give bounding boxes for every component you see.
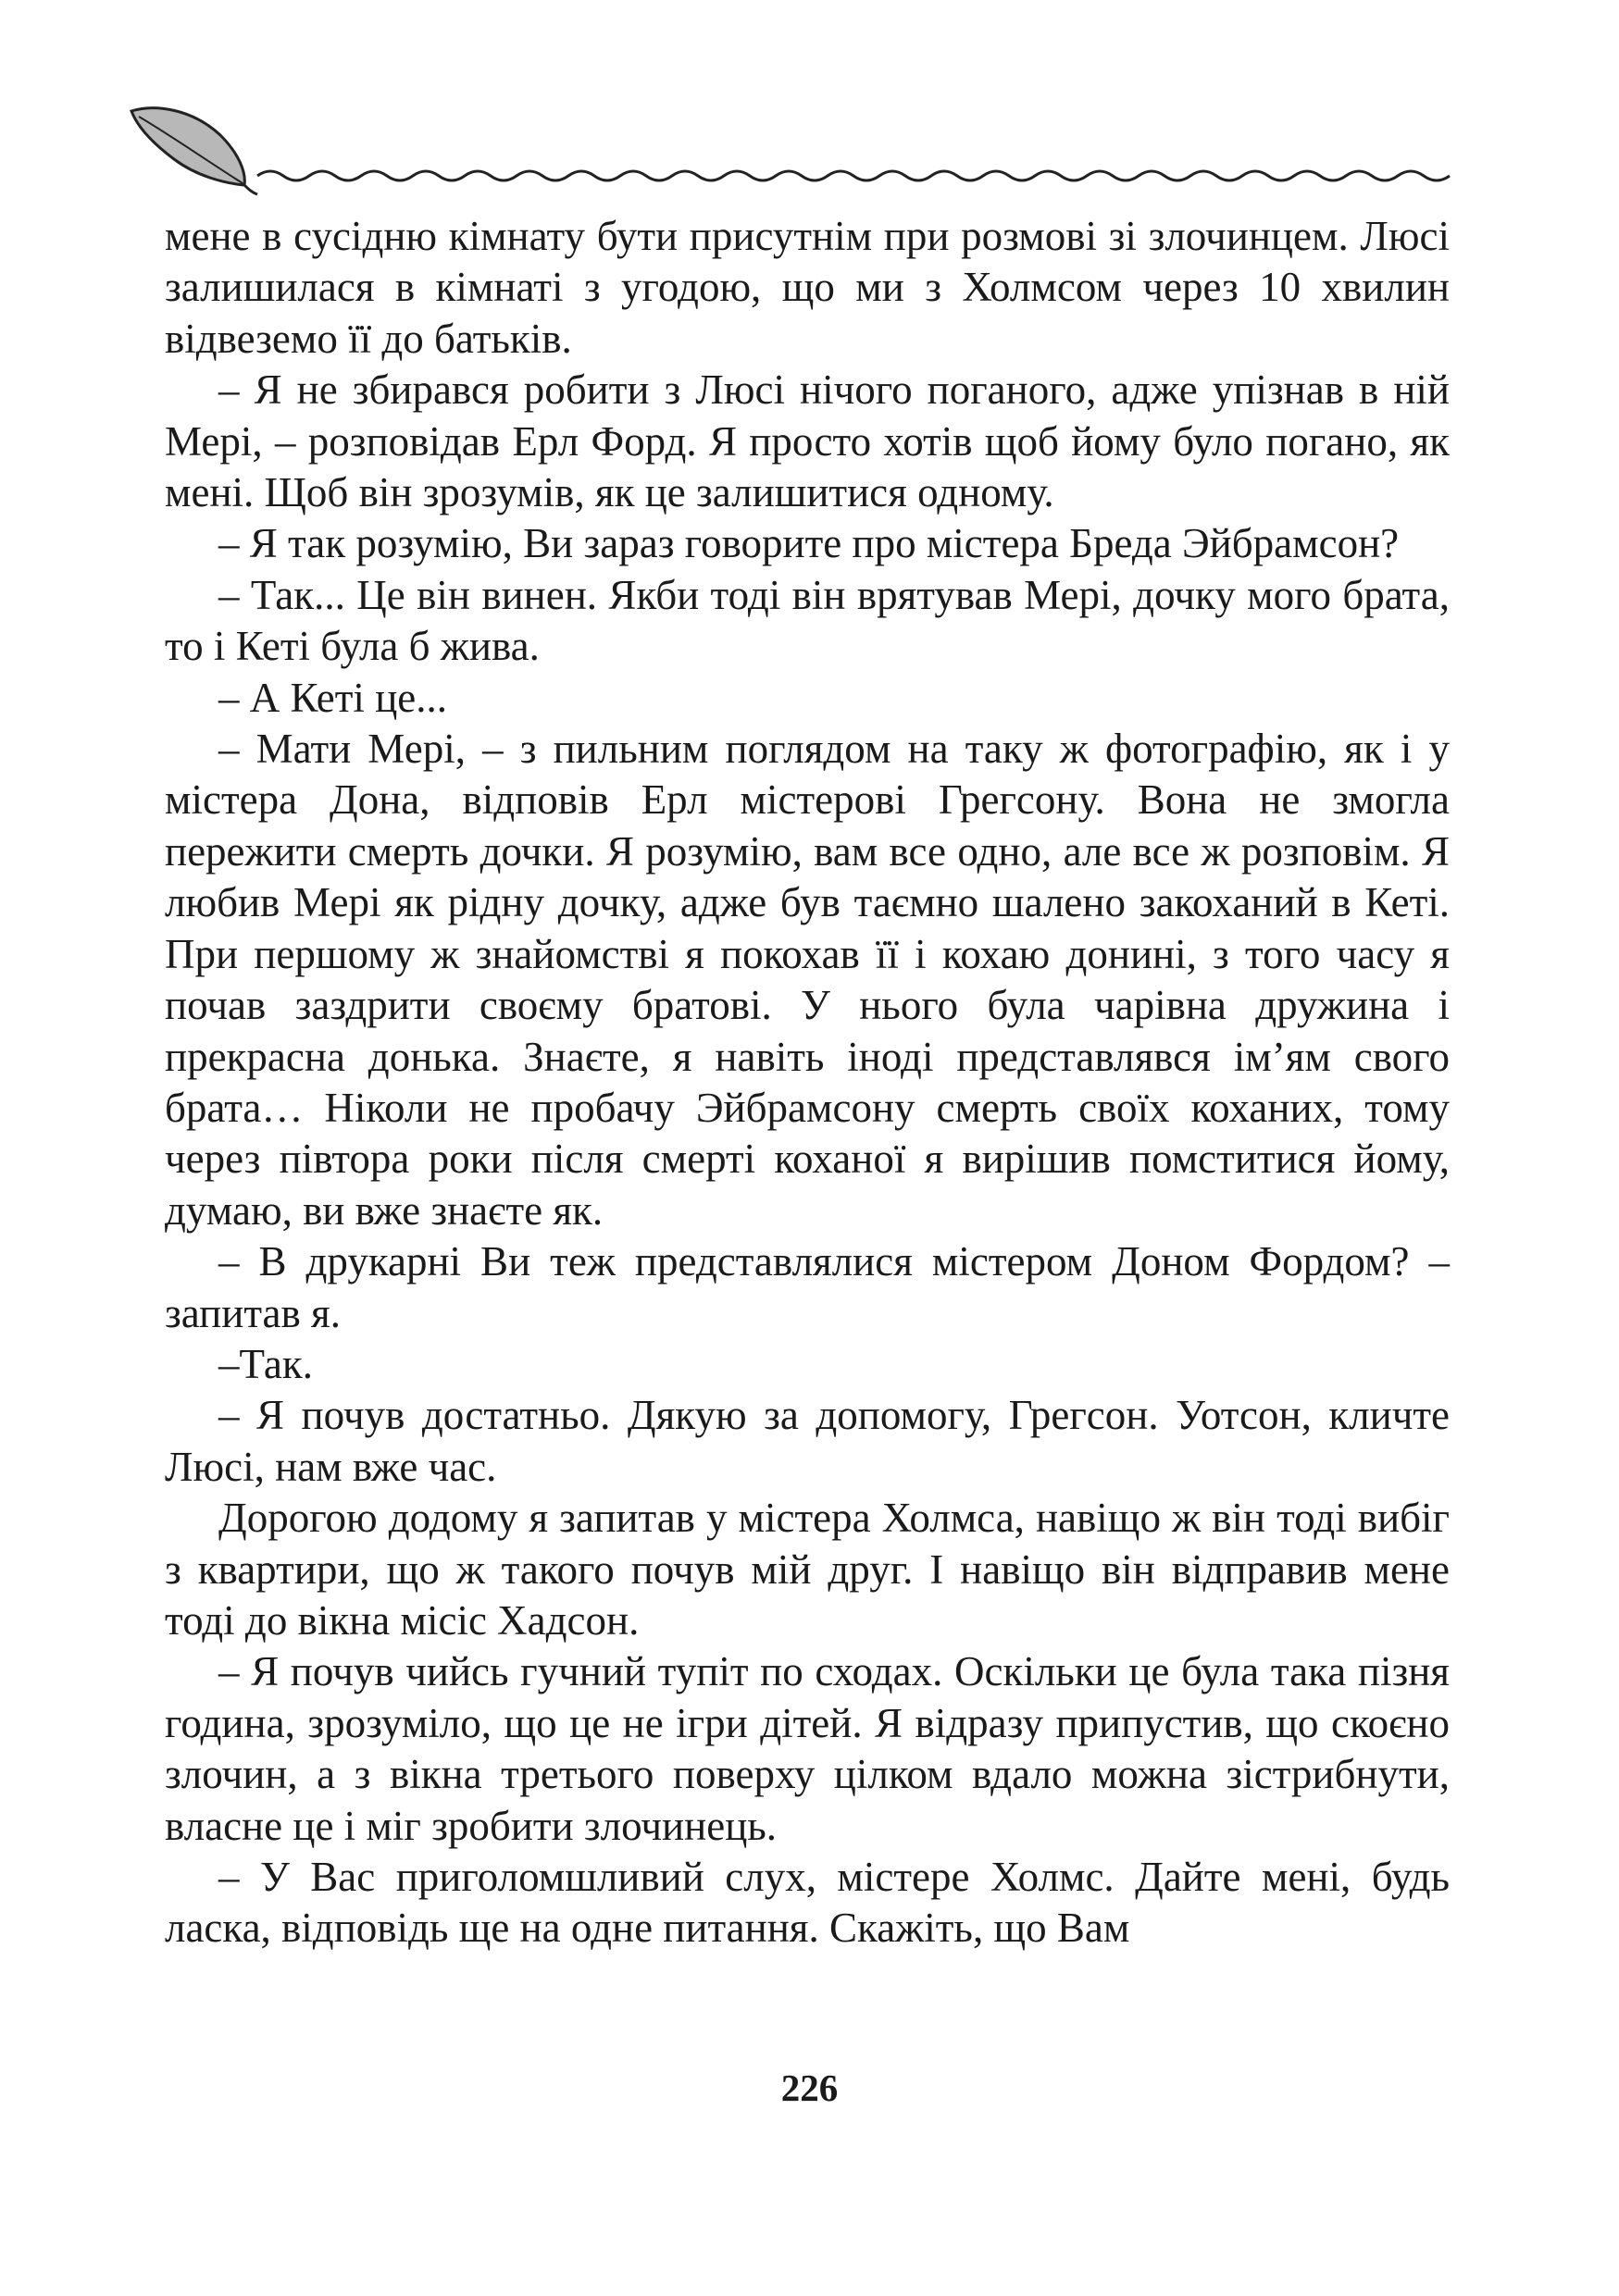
body-text <box>165 211 1450 1955</box>
paragraph-10: Дорогою додому я запитав у містера Холмса, навіщо ж він тоді вибіг з квартири, що ж такого почув мій друг. І навіщо він відправив мене тоді до вікна місіс Хадсон. <box>165 1495 1450 1644</box>
paragraph-8: –Так. <box>218 1340 313 1387</box>
paragraph-1: мене в сусідню кімнату бути присутнім при розмові зі злочинцем. Люсі залишилася в кімнаті з угодою, що ми з Холмсом через 10 хвилин відвеземо її до батьків. <box>165 213 1450 362</box>
paragraph-6: – Мати Мері, – з пильним поглядом на таку ж фотографію, як і у містера Дона, відповів Ерл містерові Грегсону. Вона не змогла пережити смерть дочки. Я розумію, вам все одно, але все ж розповім. Я любив Мері як рідну дочку, адже був таємно шалено закоханий в Кеті. При першому ж знайомстві я покохав її і кохаю донині, з того часу я почав заздрити своєму братові. У нього була чарівна дружина і прекрасна донька. Знаєте, я навіть іноді представлявся ім’ям свого брата… Ніколи не пробачу Эйбрамсону смерть своїх коханих, тому через півтора роки після смерті коханої я вирішив помститися йому, думаю, ви вже знаєте як. <box>165 726 1450 1234</box>
paragraph-11: – Я почув чийсь гучний тупіт по сходах. Оскільки це була така пізня година, зрозуміло, що це не ігри дітей. Я відразу припустив, що скоєно злочин, а з вікна третього поверху цілком вдало можна зістрибнути, власне це і міг зробити злочинець. <box>165 1648 1450 1849</box>
paragraph-3: – Я так розумію, Ви зараз говорите про містера Бреда Эйбрамсон? <box>218 520 1400 567</box>
paragraph-4: – Так... Це він винен. Якби тоді він врятував Мері, дочку мого брата, то і Кеті була б жива. <box>165 571 1450 670</box>
paragraph-7: – В друкарні Ви теж представлялися містером Доном Фордом? – запитав я. <box>165 1238 1450 1336</box>
feather-icon <box>131 108 257 194</box>
paragraph-2: – Я не збирався робити з Люсі нічого поганого, адже упізнав в ній Мері, – розповідав Ерл Форд. Я просто хотів щоб йому було погано, як мені. Щоб він зрозумів, як це залишитися одному. <box>165 366 1450 516</box>
feather-wave-ornament <box>128 100 1461 202</box>
wavy-rule <box>257 171 1450 180</box>
paragraph-12: – У Вас приголомшливий слух, містере Холмс. Дайте мені, будь ласка, відповідь ще на одне питання. Скажіть, що Вам <box>165 1854 1450 1952</box>
paragraph-5: – А Кеті це... <box>218 674 447 721</box>
paragraph-9: – Я почув достатньо. Дякую за допомогу, Грегсон. Уотсон, кличте Люсі, нам вже час. <box>165 1392 1450 1490</box>
page-number: 226 <box>780 2066 839 2109</box>
